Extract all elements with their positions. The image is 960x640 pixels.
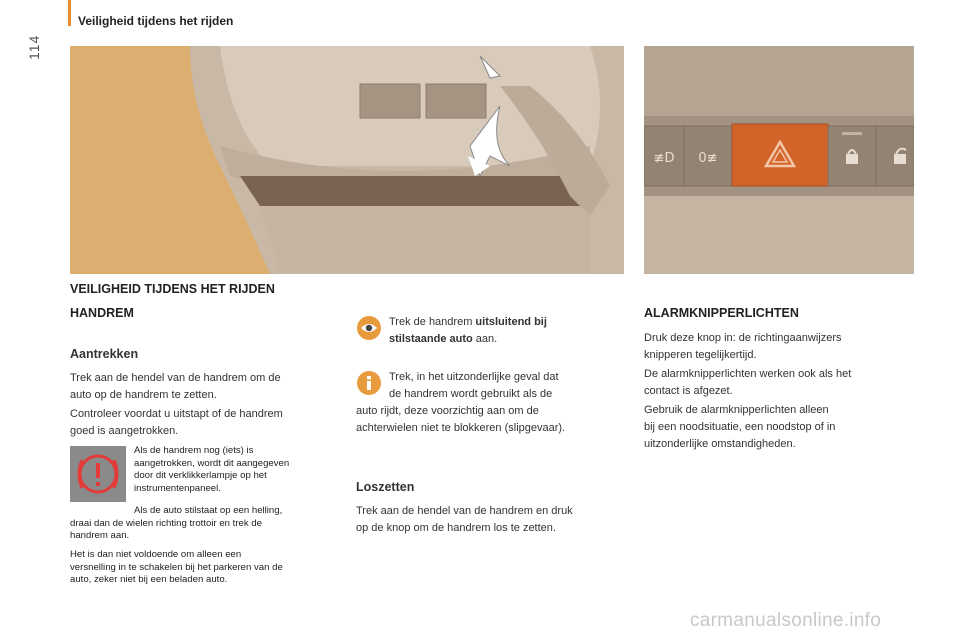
text-line: auto, zeker niet bij een beladen auto.	[70, 574, 228, 586]
watermark: carmanualsonline.info	[690, 610, 882, 631]
text-line	[389, 314, 547, 331]
text-line: Controleer voordat u uitstapt of de handrem	[70, 408, 283, 420]
text-line: goed is aangetrokken.	[70, 425, 179, 437]
page-number: 114	[26, 34, 42, 60]
text-line: auto op de handrem te zetten.	[70, 389, 217, 401]
warning-paragraph-3	[70, 549, 283, 587]
text-line: aangetrokken, wordt dit aangegeven	[134, 457, 290, 469]
alarm-paragraph-1	[644, 330, 842, 364]
text-line: Trek aan de hendel van de handrem om de	[70, 372, 281, 384]
header-accent-bar	[68, 0, 71, 26]
text-line: bij een noodsituatie, een noodstop of in	[644, 421, 836, 433]
info-icon	[357, 371, 381, 395]
info-paragraph-tail	[356, 403, 565, 437]
text-line: instrumentenpaneel.	[134, 482, 221, 494]
tip-bold-text: stilstaande auto	[389, 333, 473, 345]
text-line: auto rijdt, deze voorzichtig aan om de	[356, 405, 539, 417]
text-line: Als de handrem nog (iets) is	[134, 445, 254, 456]
info-paragraph-head	[389, 369, 559, 403]
text-line: draai dan de wielen richting trottoir en trek de	[70, 517, 262, 529]
text-line: Trek, in het uitzonderlijke geval dat	[389, 371, 559, 383]
text-line: Het is dan niet voldoende om alleen een	[70, 549, 242, 560]
alarm-paragraph-3	[644, 402, 835, 453]
loszetten-heading: Loszetten	[356, 480, 415, 494]
text-line: Trek aan de hendel van de handrem en druk	[356, 505, 573, 517]
text-line: De alarmknipperlichten werken ook als het	[644, 368, 852, 380]
handbrake-lever-photo	[70, 46, 624, 274]
eye-icon	[357, 316, 381, 340]
tip-text: aan.	[472, 333, 498, 345]
text-line: Druk deze knop in: de richtingaanwijzers	[644, 332, 842, 344]
svg-text:≢D: ≢D	[653, 151, 675, 166]
text-line: handrem aan.	[70, 530, 130, 542]
text-line: Gebruik de alarmknipperlichten alleen	[644, 404, 829, 416]
loszetten-paragraph	[356, 503, 573, 537]
text-line: achterwielen niet te blokkeren (slipgevaar).	[356, 422, 566, 434]
warning-paragraph-2	[70, 505, 350, 543]
page-header-title: Veiligheid tijdens het rijden	[78, 14, 234, 28]
text-line	[389, 331, 547, 348]
tip-text: Trek de handrem	[389, 316, 476, 328]
text-line: de handrem wordt gebruikt als de	[389, 388, 553, 400]
tip-paragraph	[389, 314, 547, 348]
brake-warning-icon	[70, 446, 126, 502]
alarm-heading: ALARMKNIPPERLICHTEN	[644, 306, 799, 320]
text-line: versnelling in te schakelen bij het parkeren van de	[70, 561, 283, 573]
aantrekken-heading: Aantrekken	[70, 347, 139, 361]
section-title: VEILIGHEID TIJDENS HET RIJDEN	[70, 282, 275, 296]
text-line: Als de auto stilstaat op een helling,	[134, 505, 283, 516]
warning-paragraph-1	[134, 445, 289, 495]
aantrekken-paragraph-2	[70, 406, 283, 440]
hazard-switch-panel-photo	[644, 46, 914, 274]
tip-bold-text: uitsluitend bij	[475, 316, 547, 328]
text-line: uitzonderlijke omstandigheden.	[644, 438, 796, 450]
alarm-paragraph-2	[644, 366, 851, 400]
handrem-heading: HANDREM	[70, 306, 134, 320]
text-line: knipperen tegelijkertijd.	[644, 349, 757, 361]
svg-text:0≢: 0≢	[698, 151, 718, 166]
aantrekken-paragraph-1	[70, 370, 281, 404]
text-line: op de knop om de handrem los te zetten.	[356, 522, 556, 534]
text-line: door dit verklikkerlampje op het	[134, 470, 267, 482]
text-line: contact is afgezet.	[644, 385, 733, 397]
